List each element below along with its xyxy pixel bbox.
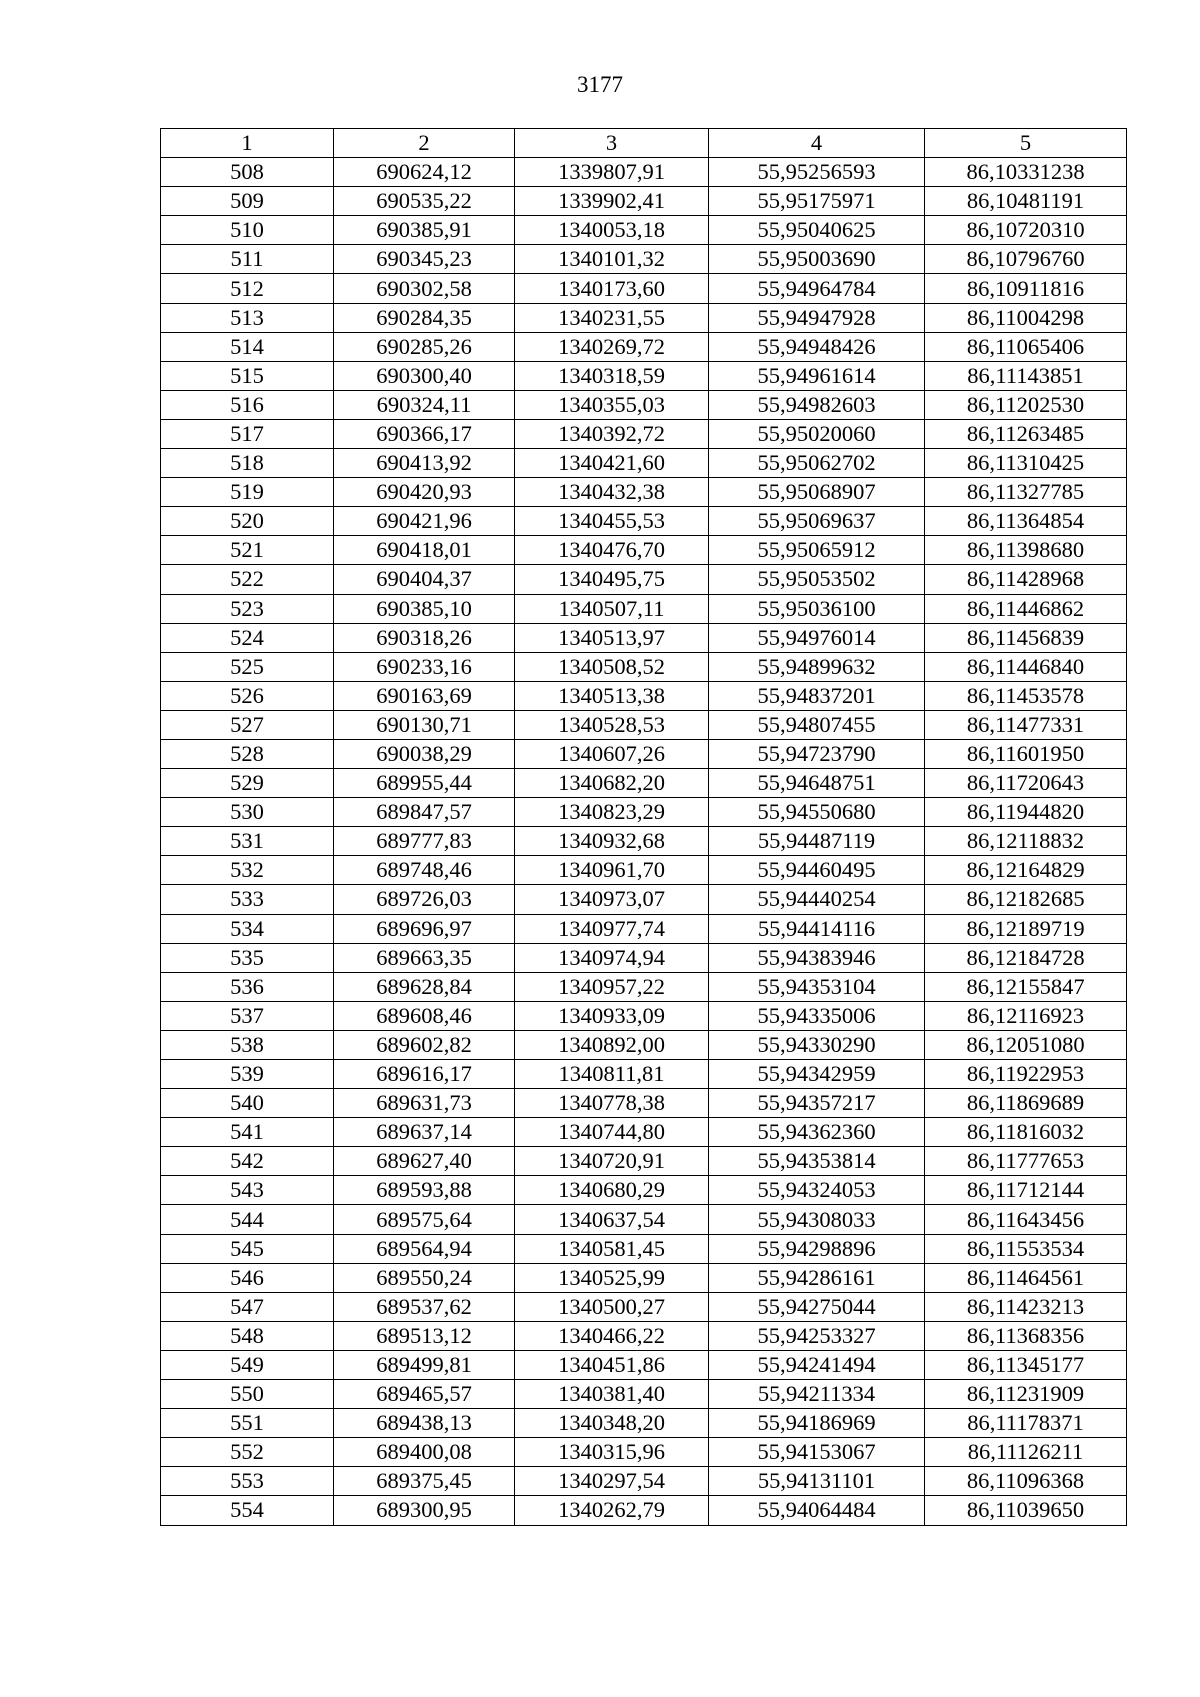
latitude-cell: 55,94357217 [709, 1089, 925, 1118]
point-number-cell: 511 [161, 245, 334, 274]
y-coordinate-cell: 1340778,38 [515, 1089, 709, 1118]
x-coordinate-cell: 689602,82 [334, 1030, 515, 1059]
point-number-cell: 534 [161, 914, 334, 943]
point-number-cell: 529 [161, 769, 334, 798]
longitude-cell: 86,11601950 [925, 739, 1127, 768]
table-row [161, 652, 1127, 681]
point-number-cell: 519 [161, 478, 334, 507]
latitude-cell: 55,94362360 [709, 1118, 925, 1147]
latitude-cell: 55,94976014 [709, 623, 925, 652]
longitude-cell: 86,11039650 [925, 1496, 1127, 1525]
longitude-cell: 86,10481191 [925, 187, 1127, 216]
point-number-cell: 535 [161, 943, 334, 972]
longitude-cell: 86,12116923 [925, 1001, 1127, 1030]
longitude-cell: 86,12184728 [925, 943, 1127, 972]
table-row [161, 303, 1127, 332]
point-number-cell: 508 [161, 158, 334, 187]
longitude-cell: 86,11004298 [925, 303, 1127, 332]
latitude-cell: 55,94982603 [709, 390, 925, 419]
x-coordinate-cell: 689748,46 [334, 856, 515, 885]
x-coordinate-cell: 689550,24 [334, 1263, 515, 1292]
longitude-cell: 86,11368356 [925, 1321, 1127, 1350]
longitude-cell: 86,11178371 [925, 1409, 1127, 1438]
longitude-cell: 86,11456839 [925, 623, 1127, 652]
x-coordinate-cell: 690345,23 [334, 245, 515, 274]
point-number-cell: 517 [161, 419, 334, 448]
table-row [161, 1030, 1127, 1059]
x-coordinate-cell: 689465,57 [334, 1380, 515, 1409]
longitude-cell: 86,11310425 [925, 449, 1127, 478]
y-coordinate-cell: 1340355,03 [515, 390, 709, 419]
latitude-cell: 55,95175971 [709, 187, 925, 216]
y-coordinate-cell: 1340173,60 [515, 274, 709, 303]
header-cell-3: 3 [515, 129, 709, 158]
y-coordinate-cell: 1340892,00 [515, 1030, 709, 1059]
x-coordinate-cell: 690163,69 [334, 681, 515, 710]
y-coordinate-cell: 1340744,80 [515, 1118, 709, 1147]
longitude-cell: 86,11869689 [925, 1089, 1127, 1118]
longitude-cell: 86,12164829 [925, 856, 1127, 885]
table-row [161, 187, 1127, 216]
x-coordinate-cell: 689726,03 [334, 885, 515, 914]
latitude-cell: 55,95256593 [709, 158, 925, 187]
table-row [161, 536, 1127, 565]
table-row [161, 681, 1127, 710]
latitude-cell: 55,95062702 [709, 449, 925, 478]
longitude-cell: 86,11944820 [925, 798, 1127, 827]
point-number-cell: 530 [161, 798, 334, 827]
latitude-cell: 55,94186969 [709, 1409, 925, 1438]
latitude-cell: 55,94440254 [709, 885, 925, 914]
y-coordinate-cell: 1340720,91 [515, 1147, 709, 1176]
header-cell-4: 4 [709, 129, 925, 158]
x-coordinate-cell: 689777,83 [334, 827, 515, 856]
table-row [161, 1467, 1127, 1496]
latitude-cell: 55,94353814 [709, 1147, 925, 1176]
table-row [161, 216, 1127, 245]
latitude-cell: 55,95068907 [709, 478, 925, 507]
latitude-cell: 55,94330290 [709, 1030, 925, 1059]
table-row [161, 1438, 1127, 1467]
table-row [161, 769, 1127, 798]
point-number-cell: 525 [161, 652, 334, 681]
x-coordinate-cell: 690285,26 [334, 332, 515, 361]
longitude-cell: 86,11423213 [925, 1292, 1127, 1321]
x-coordinate-cell: 689637,14 [334, 1118, 515, 1147]
longitude-cell: 86,11065406 [925, 332, 1127, 361]
longitude-cell: 86,12118832 [925, 827, 1127, 856]
latitude-cell: 55,95040625 [709, 216, 925, 245]
point-number-cell: 524 [161, 623, 334, 652]
y-coordinate-cell: 1340348,20 [515, 1409, 709, 1438]
table-row [161, 1350, 1127, 1379]
y-coordinate-cell: 1340680,29 [515, 1176, 709, 1205]
latitude-cell: 55,94961614 [709, 361, 925, 390]
point-number-cell: 551 [161, 1409, 334, 1438]
longitude-cell: 86,11398680 [925, 536, 1127, 565]
x-coordinate-cell: 689955,44 [334, 769, 515, 798]
page-number: 3177 [577, 72, 623, 97]
x-coordinate-cell: 689628,84 [334, 972, 515, 1001]
table-row [161, 1205, 1127, 1234]
y-coordinate-cell: 1340053,18 [515, 216, 709, 245]
longitude-cell: 86,10720310 [925, 216, 1127, 245]
point-number-cell: 553 [161, 1467, 334, 1496]
point-number-cell: 536 [161, 972, 334, 1001]
x-coordinate-cell: 689575,64 [334, 1205, 515, 1234]
longitude-cell: 86,11816032 [925, 1118, 1127, 1147]
latitude-cell: 55,94342959 [709, 1060, 925, 1089]
y-coordinate-cell: 1340933,09 [515, 1001, 709, 1030]
latitude-cell: 55,94324053 [709, 1176, 925, 1205]
point-number-cell: 548 [161, 1321, 334, 1350]
table-row [161, 245, 1127, 274]
y-coordinate-cell: 1340525,99 [515, 1263, 709, 1292]
table-row [161, 1001, 1127, 1030]
y-coordinate-cell: 1339902,41 [515, 187, 709, 216]
x-coordinate-cell: 689663,35 [334, 943, 515, 972]
y-coordinate-cell: 1340932,68 [515, 827, 709, 856]
x-coordinate-cell: 689499,81 [334, 1350, 515, 1379]
x-coordinate-cell: 689537,62 [334, 1292, 515, 1321]
table-row [161, 361, 1127, 390]
latitude-cell: 55,94487119 [709, 827, 925, 856]
table-row [161, 390, 1127, 419]
latitude-cell: 55,94383946 [709, 943, 925, 972]
table-row [161, 1496, 1127, 1525]
longitude-cell: 86,11327785 [925, 478, 1127, 507]
x-coordinate-cell: 690420,93 [334, 478, 515, 507]
longitude-cell: 86,11143851 [925, 361, 1127, 390]
y-coordinate-cell: 1340466,22 [515, 1321, 709, 1350]
table-row [161, 1380, 1127, 1409]
table-row [161, 1292, 1127, 1321]
table-header-row [161, 129, 1127, 158]
x-coordinate-cell: 690324,11 [334, 390, 515, 419]
table-row [161, 507, 1127, 536]
header-cell-5: 5 [925, 129, 1127, 158]
latitude-cell: 55,94064484 [709, 1496, 925, 1525]
point-number-cell: 552 [161, 1438, 334, 1467]
x-coordinate-cell: 690302,58 [334, 274, 515, 303]
y-coordinate-cell: 1340513,38 [515, 681, 709, 710]
header-cell-1: 1 [161, 129, 334, 158]
y-coordinate-cell: 1340451,86 [515, 1350, 709, 1379]
y-coordinate-cell: 1340318,59 [515, 361, 709, 390]
point-number-cell: 510 [161, 216, 334, 245]
point-number-cell: 533 [161, 885, 334, 914]
x-coordinate-cell: 689513,12 [334, 1321, 515, 1350]
table-row [161, 1321, 1127, 1350]
point-number-cell: 523 [161, 594, 334, 623]
longitude-cell: 86,12189719 [925, 914, 1127, 943]
coordinates-table [160, 128, 1127, 1526]
y-coordinate-cell: 1340262,79 [515, 1496, 709, 1525]
y-coordinate-cell: 1339807,91 [515, 158, 709, 187]
y-coordinate-cell: 1340977,74 [515, 914, 709, 943]
table-row [161, 623, 1127, 652]
point-number-cell: 538 [161, 1030, 334, 1059]
y-coordinate-cell: 1340381,40 [515, 1380, 709, 1409]
y-coordinate-cell: 1340392,72 [515, 419, 709, 448]
x-coordinate-cell: 690404,37 [334, 565, 515, 594]
y-coordinate-cell: 1340961,70 [515, 856, 709, 885]
x-coordinate-cell: 689375,45 [334, 1467, 515, 1496]
longitude-cell: 86,11364854 [925, 507, 1127, 536]
table-row [161, 1089, 1127, 1118]
latitude-cell: 55,94308033 [709, 1205, 925, 1234]
x-coordinate-cell: 689438,13 [334, 1409, 515, 1438]
y-coordinate-cell: 1340476,70 [515, 536, 709, 565]
x-coordinate-cell: 690300,40 [334, 361, 515, 390]
point-number-cell: 518 [161, 449, 334, 478]
latitude-cell: 55,95036100 [709, 594, 925, 623]
latitude-cell: 55,94460495 [709, 856, 925, 885]
point-number-cell: 515 [161, 361, 334, 390]
x-coordinate-cell: 690233,16 [334, 652, 515, 681]
longitude-cell: 86,11446862 [925, 594, 1127, 623]
x-coordinate-cell: 689400,08 [334, 1438, 515, 1467]
point-number-cell: 542 [161, 1147, 334, 1176]
latitude-cell: 55,94550680 [709, 798, 925, 827]
header-cell-2: 2 [334, 129, 515, 158]
table-row [161, 1409, 1127, 1438]
latitude-cell: 55,95053502 [709, 565, 925, 594]
latitude-cell: 55,95003690 [709, 245, 925, 274]
table-row [161, 419, 1127, 448]
latitude-cell: 55,94723790 [709, 739, 925, 768]
x-coordinate-cell: 689627,40 [334, 1147, 515, 1176]
latitude-cell: 55,95065912 [709, 536, 925, 565]
longitude-cell: 86,11126211 [925, 1438, 1127, 1467]
table-row [161, 827, 1127, 856]
latitude-cell: 55,94335006 [709, 1001, 925, 1030]
x-coordinate-cell: 690385,91 [334, 216, 515, 245]
longitude-cell: 86,11446840 [925, 652, 1127, 681]
longitude-cell: 86,12155847 [925, 972, 1127, 1001]
latitude-cell: 55,94899632 [709, 652, 925, 681]
y-coordinate-cell: 1340682,20 [515, 769, 709, 798]
latitude-cell: 55,94837201 [709, 681, 925, 710]
y-coordinate-cell: 1340957,22 [515, 972, 709, 1001]
x-coordinate-cell: 690366,17 [334, 419, 515, 448]
x-coordinate-cell: 689593,88 [334, 1176, 515, 1205]
x-coordinate-cell: 690385,10 [334, 594, 515, 623]
point-number-cell: 532 [161, 856, 334, 885]
longitude-cell: 86,10796760 [925, 245, 1127, 274]
point-number-cell: 544 [161, 1205, 334, 1234]
table-row [161, 478, 1127, 507]
table-row [161, 1263, 1127, 1292]
longitude-cell: 86,11428968 [925, 565, 1127, 594]
latitude-cell: 55,94241494 [709, 1350, 925, 1379]
point-number-cell: 539 [161, 1060, 334, 1089]
table-row [161, 972, 1127, 1001]
table-row [161, 158, 1127, 187]
point-number-cell: 520 [161, 507, 334, 536]
y-coordinate-cell: 1340607,26 [515, 739, 709, 768]
x-coordinate-cell: 690284,35 [334, 303, 515, 332]
point-number-cell: 514 [161, 332, 334, 361]
latitude-cell: 55,94414116 [709, 914, 925, 943]
point-number-cell: 547 [161, 1292, 334, 1321]
x-coordinate-cell: 689847,57 [334, 798, 515, 827]
latitude-cell: 55,94153067 [709, 1438, 925, 1467]
point-number-cell: 546 [161, 1263, 334, 1292]
x-coordinate-cell: 690130,71 [334, 710, 515, 739]
longitude-cell: 86,11922953 [925, 1060, 1127, 1089]
longitude-cell: 86,11096368 [925, 1467, 1127, 1496]
latitude-cell: 55,95020060 [709, 419, 925, 448]
latitude-cell: 55,95069637 [709, 507, 925, 536]
y-coordinate-cell: 1340513,97 [515, 623, 709, 652]
point-number-cell: 512 [161, 274, 334, 303]
y-coordinate-cell: 1340231,55 [515, 303, 709, 332]
y-coordinate-cell: 1340507,11 [515, 594, 709, 623]
x-coordinate-cell: 690318,26 [334, 623, 515, 652]
point-number-cell: 528 [161, 739, 334, 768]
y-coordinate-cell: 1340500,27 [515, 1292, 709, 1321]
point-number-cell: 527 [161, 710, 334, 739]
latitude-cell: 55,94211334 [709, 1380, 925, 1409]
longitude-cell: 86,11263485 [925, 419, 1127, 448]
table-row [161, 1176, 1127, 1205]
longitude-cell: 86,11720643 [925, 769, 1127, 798]
table-row [161, 1118, 1127, 1147]
point-number-cell: 554 [161, 1496, 334, 1525]
x-coordinate-cell: 689616,17 [334, 1060, 515, 1089]
table-row [161, 856, 1127, 885]
y-coordinate-cell: 1340823,29 [515, 798, 709, 827]
y-coordinate-cell: 1340432,38 [515, 478, 709, 507]
point-number-cell: 531 [161, 827, 334, 856]
latitude-cell: 55,94948426 [709, 332, 925, 361]
table-body [161, 129, 1127, 1526]
x-coordinate-cell: 690418,01 [334, 536, 515, 565]
point-number-cell: 509 [161, 187, 334, 216]
latitude-cell: 55,94253327 [709, 1321, 925, 1350]
x-coordinate-cell: 690038,29 [334, 739, 515, 768]
x-coordinate-cell: 689608,46 [334, 1001, 515, 1030]
table-row [161, 1147, 1127, 1176]
longitude-cell: 86,12182685 [925, 885, 1127, 914]
longitude-cell: 86,11477331 [925, 710, 1127, 739]
y-coordinate-cell: 1340101,32 [515, 245, 709, 274]
y-coordinate-cell: 1340495,75 [515, 565, 709, 594]
point-number-cell: 540 [161, 1089, 334, 1118]
y-coordinate-cell: 1340421,60 [515, 449, 709, 478]
table-row [161, 332, 1127, 361]
y-coordinate-cell: 1340269,72 [515, 332, 709, 361]
x-coordinate-cell: 689696,97 [334, 914, 515, 943]
point-number-cell: 516 [161, 390, 334, 419]
x-coordinate-cell: 690624,12 [334, 158, 515, 187]
point-number-cell: 521 [161, 536, 334, 565]
longitude-cell: 86,11345177 [925, 1350, 1127, 1379]
table-row [161, 274, 1127, 303]
table-row [161, 1060, 1127, 1089]
point-number-cell: 541 [161, 1118, 334, 1147]
longitude-cell: 86,10911816 [925, 274, 1127, 303]
longitude-cell: 86,11712144 [925, 1176, 1127, 1205]
longitude-cell: 86,10331238 [925, 158, 1127, 187]
latitude-cell: 55,94807455 [709, 710, 925, 739]
y-coordinate-cell: 1340455,53 [515, 507, 709, 536]
x-coordinate-cell: 690535,22 [334, 187, 515, 216]
table-row [161, 943, 1127, 972]
table-row [161, 914, 1127, 943]
y-coordinate-cell: 1340508,52 [515, 652, 709, 681]
point-number-cell: 513 [161, 303, 334, 332]
table-row [161, 594, 1127, 623]
x-coordinate-cell: 690413,92 [334, 449, 515, 478]
latitude-cell: 55,94947928 [709, 303, 925, 332]
point-number-cell: 522 [161, 565, 334, 594]
point-number-cell: 537 [161, 1001, 334, 1030]
latitude-cell: 55,94286161 [709, 1263, 925, 1292]
latitude-cell: 55,94353104 [709, 972, 925, 1001]
table-row [161, 565, 1127, 594]
y-coordinate-cell: 1340315,96 [515, 1438, 709, 1467]
longitude-cell: 86,11643456 [925, 1205, 1127, 1234]
y-coordinate-cell: 1340528,53 [515, 710, 709, 739]
point-number-cell: 550 [161, 1380, 334, 1409]
y-coordinate-cell: 1340974,94 [515, 943, 709, 972]
point-number-cell: 543 [161, 1176, 334, 1205]
y-coordinate-cell: 1340297,54 [515, 1467, 709, 1496]
x-coordinate-cell: 690421,96 [334, 507, 515, 536]
table-row [161, 885, 1127, 914]
latitude-cell: 55,94964784 [709, 274, 925, 303]
latitude-cell: 55,94275044 [709, 1292, 925, 1321]
x-coordinate-cell: 689564,94 [334, 1234, 515, 1263]
longitude-cell: 86,11453578 [925, 681, 1127, 710]
y-coordinate-cell: 1340811,81 [515, 1060, 709, 1089]
latitude-cell: 55,94648751 [709, 769, 925, 798]
longitude-cell: 86,11464561 [925, 1263, 1127, 1292]
table-row [161, 739, 1127, 768]
longitude-cell: 86,11777653 [925, 1147, 1127, 1176]
x-coordinate-cell: 689300,95 [334, 1496, 515, 1525]
y-coordinate-cell: 1340581,45 [515, 1234, 709, 1263]
longitude-cell: 86,11202530 [925, 390, 1127, 419]
point-number-cell: 526 [161, 681, 334, 710]
table-row [161, 1234, 1127, 1263]
point-number-cell: 545 [161, 1234, 334, 1263]
longitude-cell: 86,11231909 [925, 1380, 1127, 1409]
y-coordinate-cell: 1340637,54 [515, 1205, 709, 1234]
table-row [161, 798, 1127, 827]
longitude-cell: 86,12051080 [925, 1030, 1127, 1059]
x-coordinate-cell: 689631,73 [334, 1089, 515, 1118]
latitude-cell: 55,94131101 [709, 1467, 925, 1496]
latitude-cell: 55,94298896 [709, 1234, 925, 1263]
table-row [161, 449, 1127, 478]
longitude-cell: 86,11553534 [925, 1234, 1127, 1263]
table-row [161, 710, 1127, 739]
y-coordinate-cell: 1340973,07 [515, 885, 709, 914]
point-number-cell: 549 [161, 1350, 334, 1379]
